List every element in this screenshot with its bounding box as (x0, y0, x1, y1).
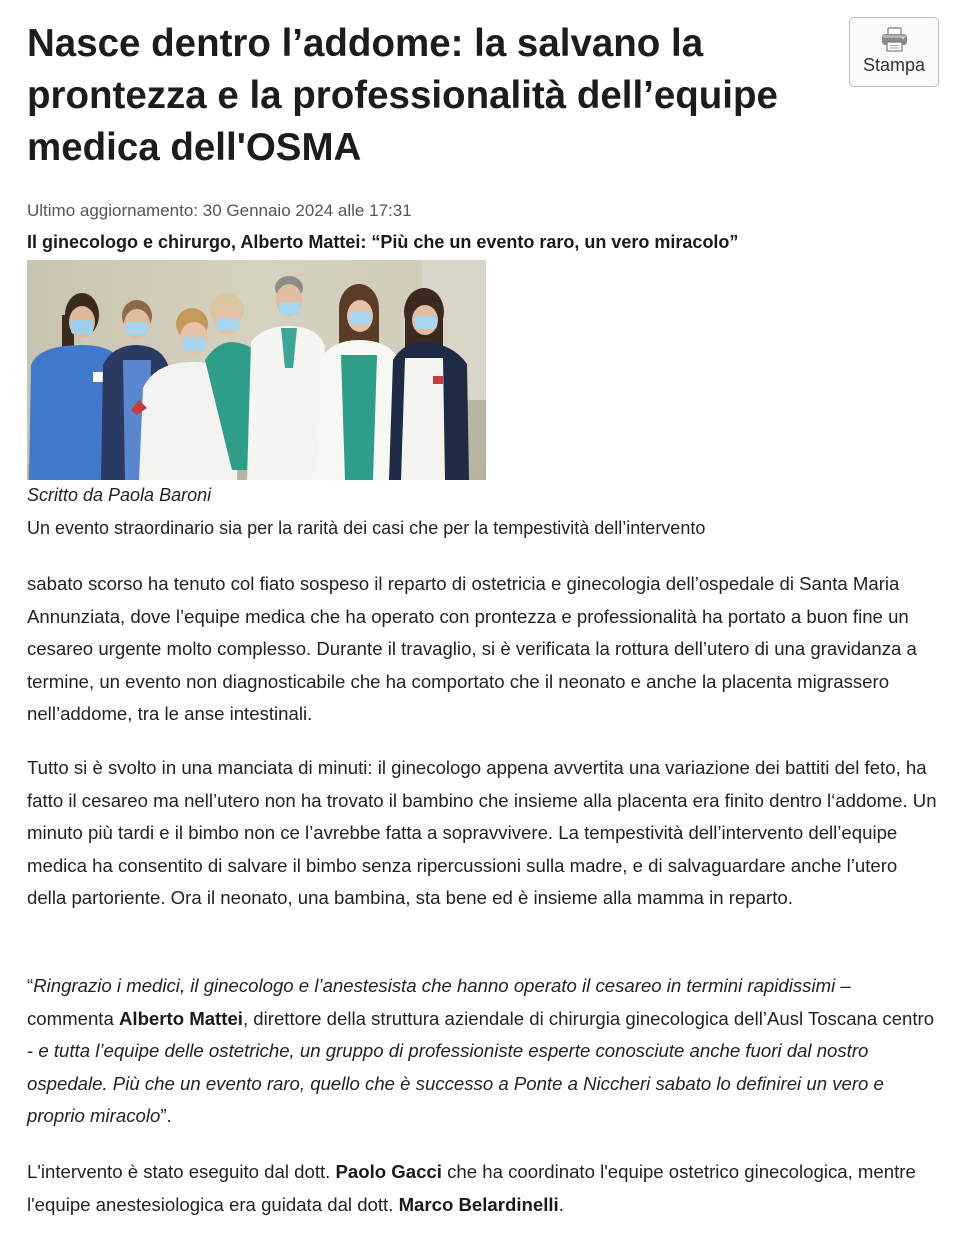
person-name: Alberto Mattei (118, 1007, 243, 1029)
article-subtitle: Il ginecologo e chirurgo, Alberto Mattei: “Più che un evento raro, un vero miracolo” (27, 232, 739, 252)
paragraph-1: sabato scorso ha tenuto col fiato sospeso il reparto di ostetricia e ginecologia dell’ospedale di Santa Maria Annunziata, dove l’equipe medica che ha operato con prontezza e professionalità ha portato a buon fine un cesareo urgente molto complesso. Durante il travaglio, si è verificata la rottura dell’utero di una gravidanza a termine, un evento non diagnosticabile che ha comportato che il neonato e anche la placenta migrassero nell’addome, tra le anse intestinali. (27, 573, 917, 725)
paragraph-3 (27, 970, 939, 1133)
person-name-b: Marco Belardinelli (398, 1193, 559, 1215)
text-part-b: , direttore della struttura aziendale di chirurgia ginecologica dell’Ausl Toscana centro - (27, 1007, 935, 1062)
print-button-label: Stampa (862, 55, 926, 75)
person-name-a: Paolo Gacci (335, 1161, 442, 1182)
paragraph-4 (27, 1156, 939, 1221)
open-quote: “ (27, 975, 34, 996)
article-title: Nasce dentro l’addome: la salvano la prontezza e la professionalità dell’equipe medica dell'OSMA (27, 22, 778, 169)
lead-text: Un evento straordinario sia per la rarità dei casi che per la tempestività dell’intervento (27, 518, 706, 538)
last-updated: Ultimo aggiornamento: 30 Gennaio 2024 alle 17:31 (27, 201, 412, 220)
printer-icon (881, 27, 908, 52)
close-quote: ”. (160, 1105, 172, 1127)
text-part-a: L'intervento è stato eseguito dal dott. (27, 1161, 336, 1182)
quote-part-a: Ringrazio i medici, il ginecologo e l’anestesista che hanno operato il cesareo in termini rapidissimi (33, 975, 836, 996)
byline: Scritto da Paola Baroni (27, 485, 212, 505)
text-part-b: che ha coordinato l'equipe ostetrico ginecologica, mentre l'equipe anestesiologica era guidata dal dott. (27, 1161, 916, 1215)
quote-part-b: e tutta l’equipe delle ostetriche, un gruppo di professioniste esperte conosciute anche fuori dal nostro ospedale. Più che un evento raro, quello che è successo a Ponte a Niccheri sabato lo definirei un vero e proprio miracolo (27, 1040, 884, 1127)
paragraph-2: Tutto si è svolto in una manciata di minuti: il ginecologo appena avvertita una variazione dei battiti del feto, ha fatto il cesareo ma nell’utero non ha trovato il bambino che insieme alla placenta era finito dentro l‘addome. Un minuto più tardi e il bimbo non ce l’avrebbe fatta a sopravvivere. La tempestività dell’intervento dell’equipe medica ha consentito di salvare il bimbo senza ripercussioni sulla madre, e di salvaguardare anche l’utero della partoriente. Ora il neonato, una bambina, sta bene ed è insieme alla mamma in reparto. (27, 757, 937, 909)
text-part-c: . (558, 1193, 564, 1215)
article-photo (27, 260, 486, 480)
print-button[interactable] (849, 17, 939, 87)
text-part-a: – commenta (27, 975, 851, 1029)
